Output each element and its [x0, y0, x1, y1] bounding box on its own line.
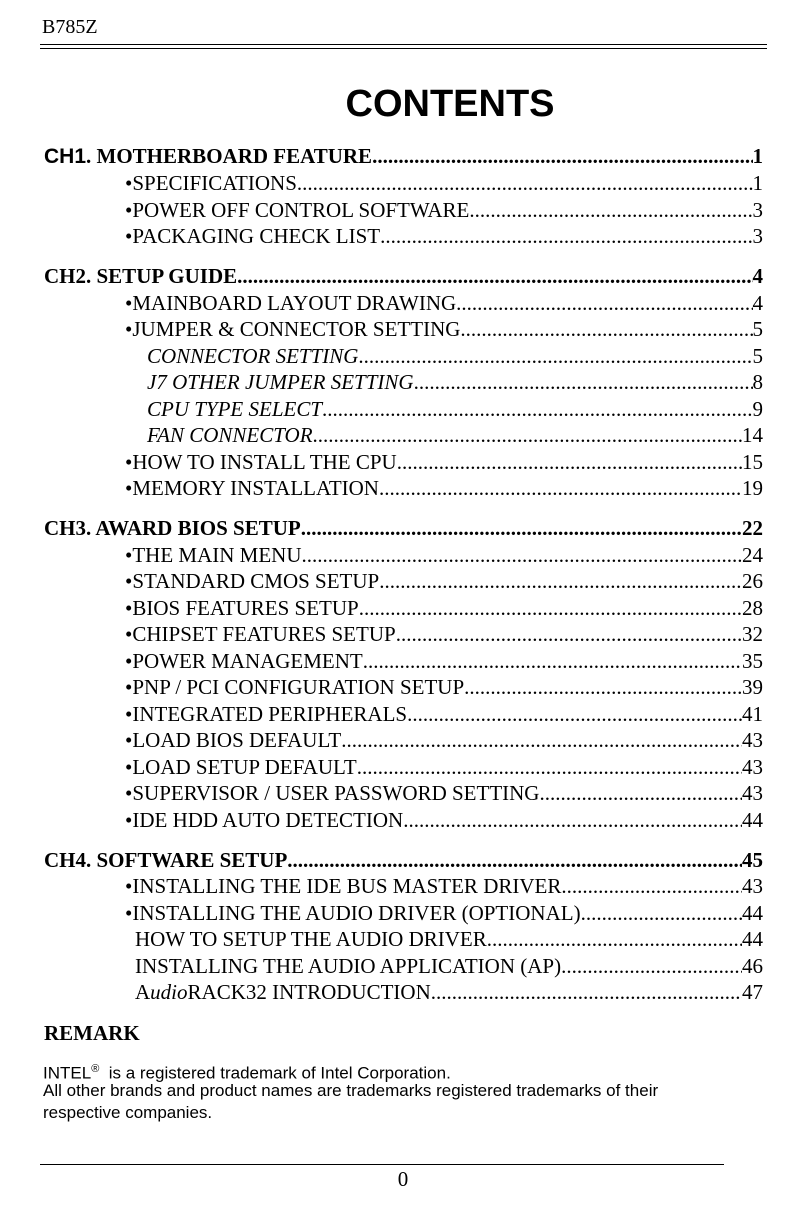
leader-dots — [487, 926, 742, 952]
toc-item[interactable] — [125, 449, 763, 475]
label-part: RACK32 INTRODUCTION — [187, 980, 431, 1004]
page-number: 26 — [742, 569, 763, 593]
leader-dots — [363, 648, 742, 674]
leader-dots — [380, 223, 752, 249]
toc-item-label: •SUPERVISOR / USER PASSWORD SETTING — [125, 781, 540, 805]
page-number-footer: 0 — [397, 1167, 409, 1191]
header-rule-top — [40, 44, 767, 45]
leader-dots — [469, 197, 752, 223]
page-number: 44 — [742, 901, 763, 925]
toc-item[interactable] — [125, 595, 763, 621]
toc-item[interactable] — [125, 475, 763, 501]
toc-item[interactable] — [125, 197, 763, 223]
page-number: 43 — [742, 874, 763, 898]
page-number: 44 — [742, 808, 763, 832]
document-model-header: B785Z — [42, 16, 98, 38]
toc-item[interactable] — [125, 290, 763, 316]
toc-item[interactable] — [125, 727, 763, 753]
remark-line-3: respective companies. — [43, 1103, 213, 1122]
page-number: 19 — [742, 476, 763, 500]
page-number: 3 — [752, 198, 763, 222]
leader-dots — [372, 143, 752, 169]
toc-item-label: •PACKAGING CHECK LIST — [125, 224, 381, 248]
toc-item-label: •BIOS FEATURES SETUP — [125, 596, 359, 620]
leader-dots — [561, 953, 742, 979]
toc-chapter-3[interactable] — [44, 515, 763, 541]
page-number: 46 — [742, 954, 763, 978]
leader-dots — [397, 449, 742, 475]
chapter-title: CH3. AWARD BIOS SETUP — [44, 516, 301, 540]
page-number: 1 — [752, 144, 763, 168]
leader-dots — [460, 316, 752, 342]
leader-dots — [341, 727, 742, 753]
toc-chapter-4[interactable] — [44, 847, 763, 873]
toc-item[interactable] — [125, 170, 763, 196]
page-number: 35 — [742, 649, 763, 673]
page-number: 5 — [752, 317, 763, 341]
remark-heading: REMARK — [44, 1021, 140, 1045]
toc-subitem-label: FAN CONNECTOR — [147, 423, 313, 447]
toc-item-label: •LOAD SETUP DEFAULT — [125, 755, 357, 779]
toc-subitem[interactable] — [135, 953, 763, 979]
toc-item[interactable] — [125, 648, 763, 674]
leader-dots — [379, 475, 742, 501]
footer-rule — [40, 1164, 724, 1165]
toc-subitem[interactable] — [147, 369, 763, 395]
leader-dots — [414, 369, 753, 395]
leader-dots — [456, 290, 752, 316]
toc-item[interactable] — [125, 701, 763, 727]
leader-dots — [379, 568, 742, 594]
toc-subitem-label: CPU TYPE SELECT — [147, 397, 323, 421]
toc-subitem-label: HOW TO SETUP THE AUDIO DRIVER — [135, 927, 487, 951]
toc-chapter-1[interactable] — [44, 143, 763, 169]
toc-item-label: •HOW TO INSTALL THE CPU — [125, 450, 397, 474]
page-number: 44 — [742, 927, 763, 951]
toc-item-label: •THE MAIN MENU — [125, 543, 302, 567]
page-number: 43 — [742, 755, 763, 779]
page-number: 3 — [752, 224, 763, 248]
label-part-italic: udio — [150, 980, 188, 1004]
toc-item-label: •POWER MANAGEMENT — [125, 649, 363, 673]
toc-item-label: •JUMPER & CONNECTOR SETTING — [125, 317, 461, 341]
leader-dots — [297, 170, 753, 196]
toc-item[interactable] — [125, 621, 763, 647]
toc-subitem[interactable] — [147, 343, 763, 369]
toc-subitem[interactable] — [147, 396, 763, 422]
toc-item[interactable] — [125, 542, 763, 568]
page-number: 43 — [742, 728, 763, 752]
toc-subitem-label: CONNECTOR SETTING — [147, 344, 359, 368]
page-number: 45 — [742, 848, 763, 872]
toc-item-label: •INSTALLING THE IDE BUS MASTER DRIVER — [125, 874, 562, 898]
leader-dots — [403, 807, 742, 833]
toc-subitem[interactable] — [147, 422, 763, 448]
page-number: 47 — [742, 980, 763, 1004]
toc-item[interactable] — [125, 674, 763, 700]
toc-item-label: •POWER OFF CONTROL SOFTWARE — [125, 198, 470, 222]
toc-subitem-label: J7 OTHER JUMPER SETTING — [147, 370, 414, 394]
toc-subitem-label: INSTALLING THE AUDIO APPLICATION (AP) — [135, 954, 562, 978]
page-number: 14 — [742, 423, 763, 447]
chapter-title: CH2. SETUP GUIDE — [44, 264, 238, 288]
toc-item[interactable] — [125, 873, 763, 899]
page-number: 5 — [752, 344, 763, 368]
page-number: 1 — [752, 171, 763, 195]
toc-item-label: •INSTALLING THE AUDIO DRIVER (OPTIONAL) — [125, 901, 581, 925]
page-number: 22 — [742, 516, 763, 540]
remark-text: is a registered trademark of Intel Corporation. — [99, 1063, 451, 1083]
toc-item[interactable] — [125, 807, 763, 833]
chapter-number: CH1 — [44, 145, 87, 168]
leader-dots — [302, 542, 742, 568]
page-number: 32 — [742, 622, 763, 646]
leader-dots — [561, 873, 742, 899]
toc-item-label: •LOAD BIOS DEFAULT — [125, 728, 342, 752]
toc-chapter-2[interactable] — [44, 263, 763, 289]
toc-item[interactable] — [125, 316, 763, 342]
leader-dots — [287, 847, 742, 873]
toc-subitem[interactable] — [135, 926, 763, 952]
toc-item[interactable] — [125, 900, 763, 926]
page-number: 4 — [752, 264, 763, 288]
page-number: 9 — [752, 397, 763, 421]
leader-dots — [539, 780, 742, 806]
registered-mark: ® — [91, 1063, 100, 1075]
leader-dots — [407, 701, 742, 727]
toc-item-label: •STANDARD CMOS SETUP — [125, 569, 380, 593]
page-number: 41 — [742, 702, 763, 726]
page-number: 43 — [742, 781, 763, 805]
page-number: 4 — [752, 291, 763, 315]
toc-item-label: •INTEGRATED PERIPHERALS — [125, 702, 408, 726]
page-number: 24 — [742, 543, 763, 567]
page-number: 8 — [752, 370, 763, 394]
toc-item[interactable] — [125, 223, 763, 249]
toc-item[interactable] — [125, 568, 763, 594]
leader-dots — [237, 263, 752, 289]
leader-dots — [359, 595, 742, 621]
toc-item-label: •MAINBOARD LAYOUT DRAWING — [125, 291, 457, 315]
toc-item[interactable] — [125, 780, 763, 806]
toc-item-label: •CHIPSET FEATURES SETUP — [125, 622, 396, 646]
toc-subitem[interactable] — [135, 979, 763, 1005]
page-title: CONTENTS — [345, 83, 555, 125]
leader-dots — [358, 343, 752, 369]
leader-dots — [301, 515, 742, 541]
leader-dots — [431, 979, 742, 1005]
page-number: 39 — [742, 675, 763, 699]
label-part: A — [135, 980, 151, 1004]
leader-dots — [313, 422, 742, 448]
remark-brand: INTEL — [43, 1063, 92, 1083]
leader-dots — [357, 754, 742, 780]
toc-item-label: •SPECIFICATIONS — [125, 171, 297, 195]
leader-dots — [396, 621, 742, 647]
header-rule-bottom — [40, 48, 767, 49]
leader-dots — [322, 396, 752, 422]
toc-subitem-label — [135, 979, 431, 1005]
toc-item-label: •MEMORY INSTALLATION — [125, 476, 379, 500]
leader-dots — [581, 900, 742, 926]
toc-item-label: •PNP / PCI CONFIGURATION SETUP — [125, 675, 465, 699]
chapter-title: CH4. SOFTWARE SETUP — [44, 848, 288, 872]
page-number: 28 — [742, 596, 763, 620]
toc-item-label: •IDE HDD AUTO DETECTION — [125, 808, 404, 832]
page-number: 15 — [742, 450, 763, 474]
leader-dots — [464, 674, 742, 700]
chapter-title: . MOTHERBOARD FEATURE — [86, 144, 373, 168]
remark-line-2: All other brands and product names are trademarks registered trademarks of their — [43, 1081, 659, 1100]
toc-item[interactable] — [125, 754, 763, 780]
